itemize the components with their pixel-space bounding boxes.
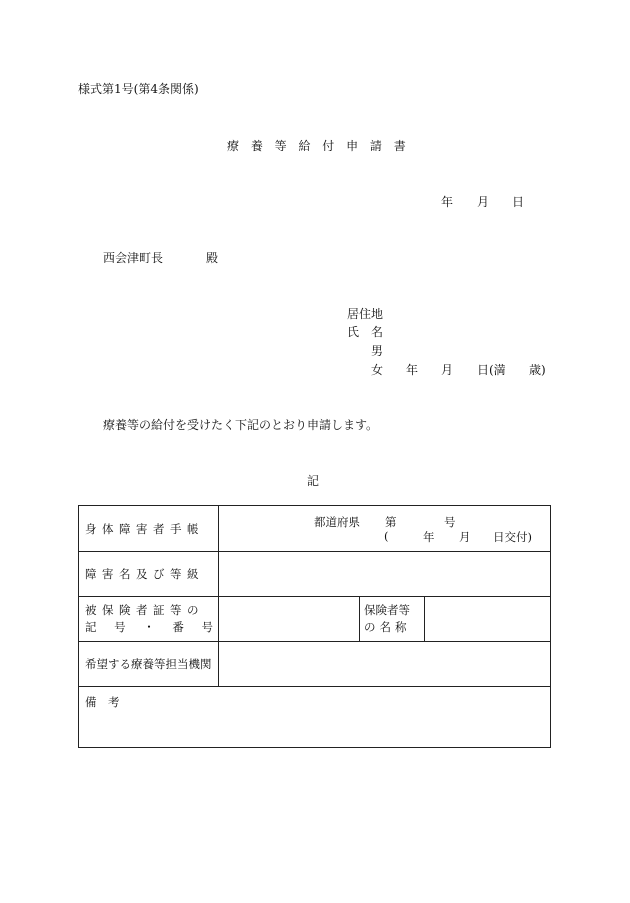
- remarks-label: 備 考: [85, 695, 120, 709]
- insurer-name-label-line2: の名称: [364, 620, 411, 634]
- name-label-part1: 氏: [347, 325, 360, 339]
- page-title: 療 養 等 給 付 申 請 書: [227, 139, 410, 153]
- label-char: 号: [201, 620, 213, 634]
- addressee-honorific: 殿: [206, 251, 219, 265]
- column-divider: [424, 596, 425, 641]
- age-label: 歳): [529, 363, 546, 377]
- number-go-label: 号: [444, 515, 456, 529]
- prefecture-label: 都道府県: [314, 515, 360, 529]
- address-label: 居住地: [347, 307, 384, 321]
- handbook-label: 身体障害者手帳: [85, 522, 204, 536]
- date-month-label: 月: [477, 195, 490, 209]
- date-day-label: 日: [512, 195, 525, 209]
- number-dai-label: 第: [385, 515, 397, 529]
- issue-month-label: 月: [459, 530, 471, 544]
- request-statement: 療養等の給付を受けたく下記のとおり申請します。: [103, 418, 379, 432]
- row-divider: [79, 686, 550, 687]
- sex-male-label: 男: [371, 344, 384, 358]
- addressee-name: 西会津町長: [103, 251, 164, 265]
- insurance-card-label-line2: [85, 619, 213, 635]
- insurer-name-label-line1: 保険者等: [364, 603, 410, 617]
- birth-year-label: 年: [406, 363, 419, 377]
- issue-paren-open: (: [384, 529, 389, 543]
- disability-grade-label: 障害名及び等級: [85, 567, 204, 581]
- row-divider: [79, 641, 550, 642]
- ki-marker: 記: [307, 474, 320, 488]
- column-divider: [218, 506, 219, 686]
- label-char: 番: [172, 620, 184, 634]
- issue-day-label: 日交付): [493, 530, 532, 544]
- birth-month-label: 月: [441, 363, 454, 377]
- form-number: 様式第1号(第4条関係): [78, 82, 199, 96]
- name-label-part2: 名: [371, 325, 384, 339]
- date-year-label: 年: [441, 195, 454, 209]
- application-table: [78, 505, 551, 748]
- preferred-institution-label: 希望する療養等担当機関: [85, 657, 212, 671]
- label-char: 号: [114, 620, 126, 634]
- sex-female-label: 女: [371, 363, 384, 377]
- row-divider: [79, 596, 550, 597]
- issue-year-label: 年: [423, 530, 435, 544]
- label-char: 記: [85, 620, 97, 634]
- column-divider: [359, 596, 360, 641]
- row-divider: [79, 551, 550, 552]
- label-char: ・: [143, 620, 155, 634]
- insurance-card-label-line1: 被保険者証等の: [85, 603, 204, 617]
- birth-day-label: 日(満: [477, 363, 506, 377]
